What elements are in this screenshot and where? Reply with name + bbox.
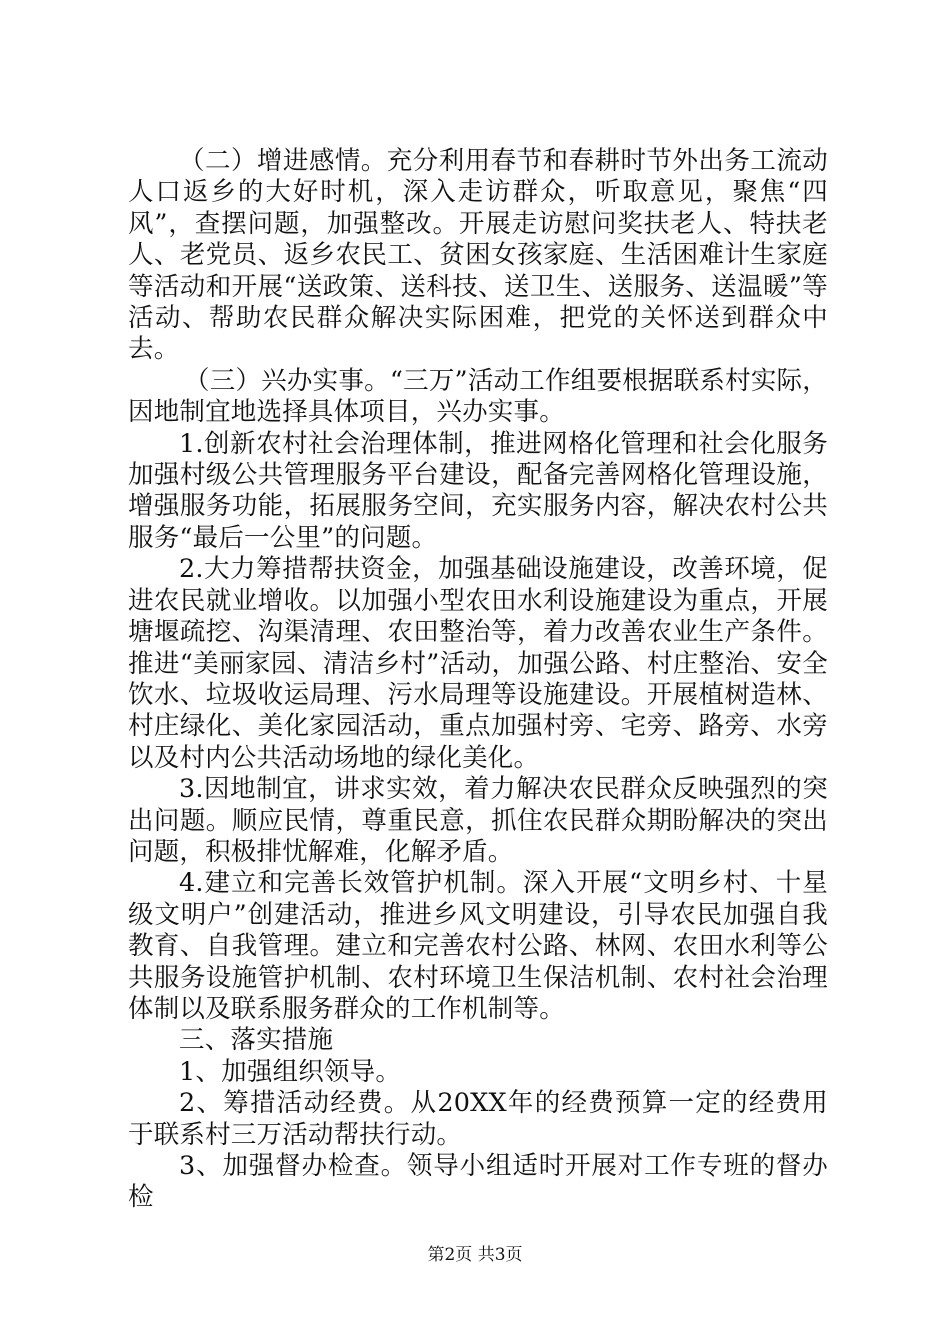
document-body bbox=[128, 146, 828, 1214]
paragraph-measure-2: 2、筹措活动经费。从20XX年的经费预算一定的经费用于联系村三万活动帮扶行动。 bbox=[128, 1088, 828, 1150]
page-number-footer: 第2页 共3页 bbox=[427, 1245, 523, 1265]
paragraph-item-4: 4.建立和完善长效管护机制。深入开展“文明乡村、十星级文明户”创建活动，推进乡风文明建设，引导农民加强自我教育、自我管理。建立和完善农村公路、林网、农田水利等公共服务设施管护机制、农村环境卫生保洁机制、农村社会治理体制以及联系服务群众的工作机制等。 bbox=[128, 868, 828, 1024]
paragraph-enhance-feelings: （二）增进感情。充分利用春节和春耕时节外出务工流动人口返乡的大好时机，深入走访群众，听取意见，聚焦“四风”，查摆问题，加强整改。开展走访慰问奖扶老人、特扶老人、老党员、返乡农民工、贫困女孩家庭、生活困难计生家庭等活动和开展“送政策、送科技、送卫生、送服务、送温暖”等活动、帮助农民群众解决实际困难，把党的关怀送到群众中去。 bbox=[128, 146, 828, 365]
paragraph-practical-matters: （三）兴办实事。“三万”活动工作组要根据联系村实际，因地制宜地选择具体项目，兴办实事。 bbox=[128, 365, 828, 428]
paragraph-measure-3: 3、加强督办检查。领导小组适时开展对工作专班的督办检 bbox=[128, 1151, 828, 1213]
paragraph-measure-1: 1、加强组织领导。 bbox=[179, 1056, 402, 1087]
paragraph-item-1: 1.创新农村社会治理体制，推进网格化管理和社会化服务加强村级公共管理服务平台建设，配备完善网格化管理设施，增强服务功能，拓展服务空间，充实服务内容，解决农村公共服务“最后一公里”的问题。 bbox=[128, 428, 828, 553]
paragraph-item-3: 3.因地制宜，讲求实效，着力解决农民群众反映强烈的突出问题。顺应民情，尊重民意，抓住农民群众期盼解决的突出问题，积极排忧解难，化解矛盾。 bbox=[128, 774, 828, 867]
paragraph-item-2: 2.大力筹措帮扶资金，加强基础设施建设，改善环境，促进农民就业增收。以加强小型农田水利设施建设为重点，开展塘堰疏挖、沟渠清理、农田整治等，着力改善农业生产条件。推进“美丽家园、清洁乡村”活动，加强公路、村庄整治、安全饮水、垃圾收运局理、污水局理等设施建设。开展植树造林、村庄绿化、美化家园活动，重点加强村旁、宅旁、路旁、水旁以及村内公共活动场地的绿化美化。 bbox=[128, 554, 828, 773]
section-heading-measures: 三、落实措施 bbox=[179, 1025, 334, 1056]
